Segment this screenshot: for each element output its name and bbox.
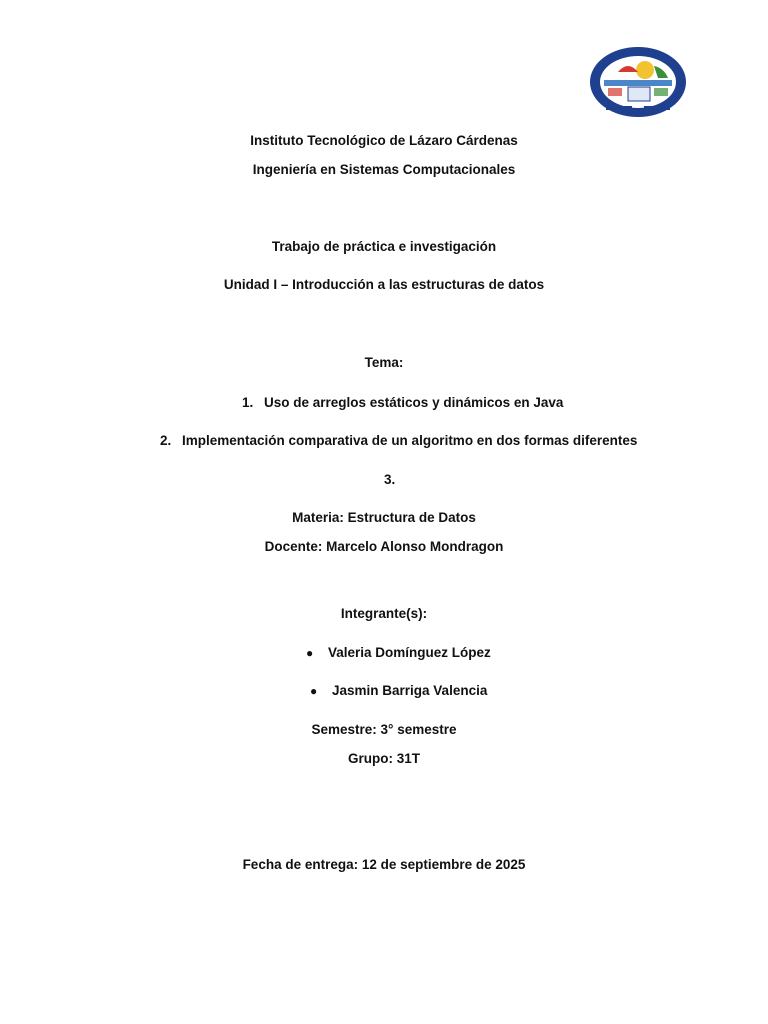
topic-item-number: 3.: [384, 472, 396, 487]
topic-item-number: 1.: [242, 395, 254, 410]
due-date: Fecha de entrega: 12 de septiembre de 2025: [242, 857, 526, 872]
group: Grupo: 31T: [347, 751, 420, 766]
member-name: Valeria Domínguez López: [328, 645, 491, 660]
members-label: Integrante(s):: [340, 606, 428, 621]
topic-item-text: Uso de arreglos estáticos y dinámicos en Java: [264, 395, 564, 410]
program-name: Ingeniería en Sistemas Computacionales: [252, 162, 516, 177]
member-item: [310, 682, 487, 700]
work-type: Trabajo de práctica e investigación: [271, 239, 497, 254]
topic-item-3: [384, 471, 395, 489]
topic-label: Tema:: [364, 355, 404, 370]
institute-seal-logo: [588, 46, 688, 118]
teacher: Docente: Marcelo Alonso Mondragon: [264, 539, 504, 554]
member-name: Jasmin Barriga Valencia: [332, 683, 488, 698]
member-item: [306, 644, 491, 662]
bullet-icon: ●: [310, 684, 318, 698]
topic-item-1: [242, 394, 563, 412]
institute-name: Instituto Tecnológico de Lázaro Cárdenas: [250, 133, 518, 148]
topic-item-2: [160, 432, 637, 450]
semester: Semestre: 3° semestre: [311, 722, 457, 737]
subject: Materia: Estructura de Datos: [292, 510, 476, 525]
unit-title: Unidad I – Introducción a las estructuras de datos: [223, 277, 545, 292]
bullet-icon: ●: [306, 646, 314, 660]
topic-item-number: 2.: [160, 433, 172, 448]
topic-item-text: Implementación comparativa de un algoritmo en dos formas diferentes: [182, 433, 638, 448]
